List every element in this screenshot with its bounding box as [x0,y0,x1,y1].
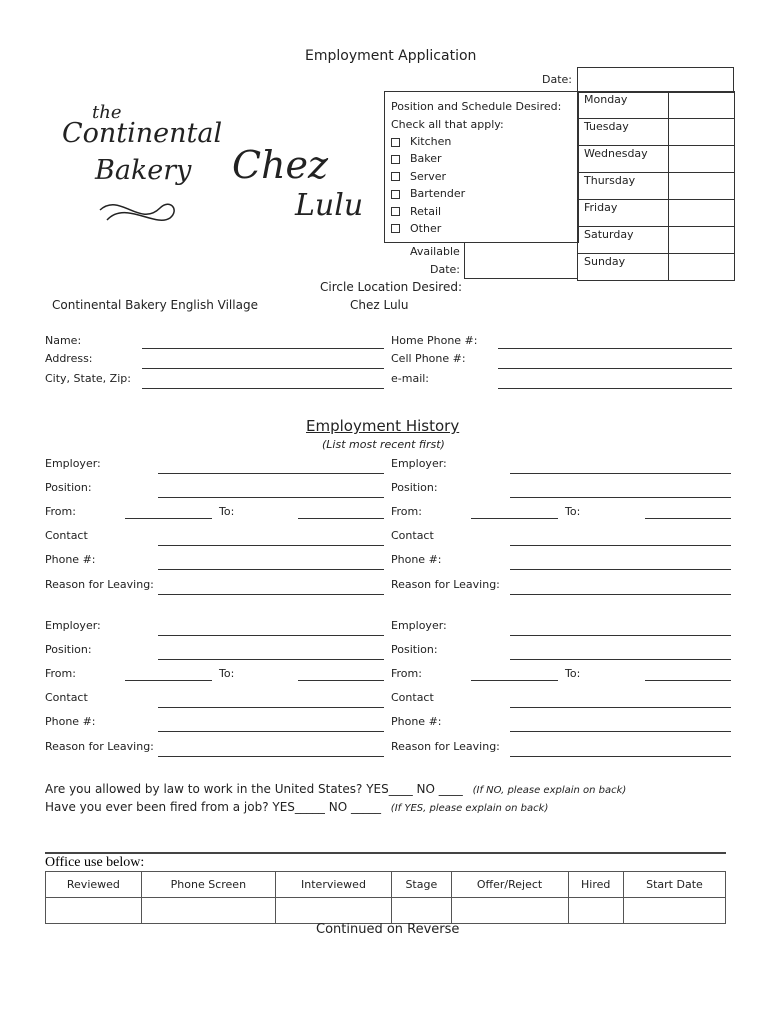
employer-label: Employer: [45,619,101,632]
office-input-cell[interactable] [46,898,142,924]
checkbox-icon[interactable] [391,138,400,147]
office-input-cell[interactable] [275,898,391,924]
checkbox-icon[interactable] [391,207,400,216]
employer-field[interactable] [510,473,731,474]
to-field[interactable] [645,518,731,519]
day-availability-cell[interactable] [669,227,735,254]
day-label: Thursday [578,173,669,200]
employer-field[interactable] [510,635,731,636]
reason-label: Reason for Leaving: [391,578,500,591]
phone-field[interactable] [510,569,731,570]
position-option[interactable] [391,222,465,239]
email-label: e-mail: [391,372,430,385]
phone-label: Phone #: [391,715,442,728]
home-phone-label: Home Phone #: [391,334,478,347]
cell-phone-field[interactable] [498,368,732,369]
position-option[interactable] [391,187,465,204]
office-column-header: Offer/Reject [451,872,568,898]
day-availability-cell[interactable] [669,200,735,227]
name-field[interactable] [142,348,384,349]
position-option-label: Baker [410,152,442,166]
day-row [578,146,735,173]
from-field[interactable] [471,518,558,519]
from-label: From: [391,505,422,518]
history-title: Employment History [306,417,460,435]
checkbox-icon[interactable] [391,224,400,233]
day-availability-cell[interactable] [669,92,735,119]
city-field[interactable] [142,388,384,389]
address-field[interactable] [142,368,384,369]
checkbox-icon[interactable] [391,155,400,164]
phone-field[interactable] [158,731,384,732]
city-label: City, State, Zip: [45,372,131,385]
to-label: To: [565,667,581,680]
position-schedule-box: Position and Schedule Desired: Check all that apply: Kitchen Baker Server Bartender Retail Other [384,91,579,243]
reason-field[interactable] [158,756,384,757]
reason-label: Reason for Leaving: [45,740,154,753]
available-date-label: Date: [430,263,460,276]
day-label: Friday [578,200,669,227]
to-field[interactable] [645,680,731,681]
office-use-table-body [46,872,726,924]
question-work-authorization: Are you allowed by law to work in the United States? YES____ NO ____ (If NO, please explain on back) [45,782,627,796]
reason-field[interactable] [510,594,731,595]
to-field[interactable] [298,680,384,681]
day-row [578,173,735,200]
contact-field[interactable] [510,707,731,708]
home-phone-field[interactable] [498,348,732,349]
employer-label: Employer: [45,457,101,470]
from-label: From: [45,505,76,518]
position-option[interactable] [391,205,465,222]
name-label: Name: [45,334,82,347]
office-column-header: Stage [392,872,452,898]
history-subtitle: (List most recent first) [322,438,445,451]
office-column-header: Reviewed [46,872,142,898]
position-option[interactable] [391,170,465,187]
day-row [578,92,735,119]
contact-label: Contact [391,529,434,542]
office-input-cell[interactable] [451,898,568,924]
reason-field[interactable] [158,594,384,595]
question-fired: Have you ever been fired from a job? YES_____ NO _____ (If YES, please explain on back) [45,800,549,814]
position-field[interactable] [158,659,384,660]
position-label: Position: [45,481,92,494]
position-option-label: Retail [410,204,442,218]
from-field[interactable] [125,680,212,681]
day-row [578,119,735,146]
position-option-label: Kitchen [410,135,452,148]
phone-field[interactable] [510,731,731,732]
from-label: From: [45,667,76,680]
phone-field[interactable] [158,569,384,570]
cell-phone-label: Cell Phone #: [391,352,466,365]
employer-field[interactable] [158,635,384,636]
position-field[interactable] [510,659,731,660]
office-input-row [46,898,726,924]
office-use-label: Office use below: [45,855,145,870]
contact-field[interactable] [158,545,384,546]
phone-label: Phone #: [45,553,96,566]
flourish-icon [95,190,185,232]
office-input-cell[interactable] [623,898,725,924]
day-availability-cell[interactable] [669,146,735,173]
to-label: To: [565,505,581,518]
day-row [578,227,735,254]
day-label: Tuesday [578,119,669,146]
position-label: Position: [391,643,438,656]
phone-label: Phone #: [391,553,442,566]
employer-label: Employer: [391,619,447,632]
to-field[interactable] [298,518,384,519]
from-field[interactable] [125,518,212,519]
office-use-table [45,871,726,924]
phone-label: Phone #: [45,715,96,728]
address-label: Address: [45,352,93,365]
date-label: Date: [542,73,572,86]
continued-footer: Continued on Reverse [316,922,460,937]
office-input-cell[interactable] [392,898,452,924]
day-label: Wednesday [578,146,669,173]
days-table [577,91,735,281]
day-availability-cell[interactable] [669,254,735,281]
from-label: From: [391,667,422,680]
position-label: Position: [391,481,438,494]
office-header-row [46,872,726,898]
office-divider [45,852,726,854]
day-row [578,200,735,227]
position-field[interactable] [510,497,731,498]
position-label: Position: [45,643,92,656]
checkbox-icon[interactable] [391,172,400,181]
email-field[interactable] [498,388,732,389]
reason-field[interactable] [510,756,731,757]
day-label: Sunday [578,254,669,281]
office-column-header: Interviewed [275,872,391,898]
contact-field[interactable] [510,545,731,546]
office-input-cell[interactable] [141,898,275,924]
checkbox-icon[interactable] [391,190,400,199]
available-date-field[interactable] [464,242,578,279]
position-options [391,135,465,239]
position-option-label: Server [410,169,447,183]
day-availability-cell[interactable] [669,173,735,200]
position-option[interactable] [391,152,465,169]
contact-label: Contact [45,691,88,704]
contact-label: Contact [391,691,434,704]
position-field[interactable] [158,497,384,498]
employer-field[interactable] [158,473,384,474]
location-chez-lulu[interactable]: Chez Lulu [350,298,409,312]
office-input-cell[interactable] [568,898,623,924]
to-label: To: [219,667,235,680]
days-table-body [578,92,735,281]
to-label: To: [219,505,235,518]
date-field[interactable] [577,67,734,93]
day-availability-cell[interactable] [669,119,735,146]
position-option-label: Bartender [410,187,466,201]
day-label: Saturday [578,227,669,254]
reason-label: Reason for Leaving: [391,740,500,753]
office-column-header: Phone Screen [141,872,275,898]
from-field[interactable] [471,680,558,681]
reason-label: Reason for Leaving: [45,578,154,591]
available-label: Available [410,245,460,258]
contact-field[interactable] [158,707,384,708]
day-label: Monday [578,92,669,119]
position-option-label: Other [410,221,442,235]
contact-label: Contact [45,529,88,542]
location-continental[interactable]: Continental Bakery English Village [52,298,258,312]
day-row [578,254,735,281]
office-column-header: Hired [568,872,623,898]
page-title: Employment Application [305,48,477,64]
office-column-header: Start Date [623,872,725,898]
location-label: Circle Location Desired: [320,280,463,294]
employer-label: Employer: [391,457,447,470]
position-option[interactable] [391,135,465,152]
